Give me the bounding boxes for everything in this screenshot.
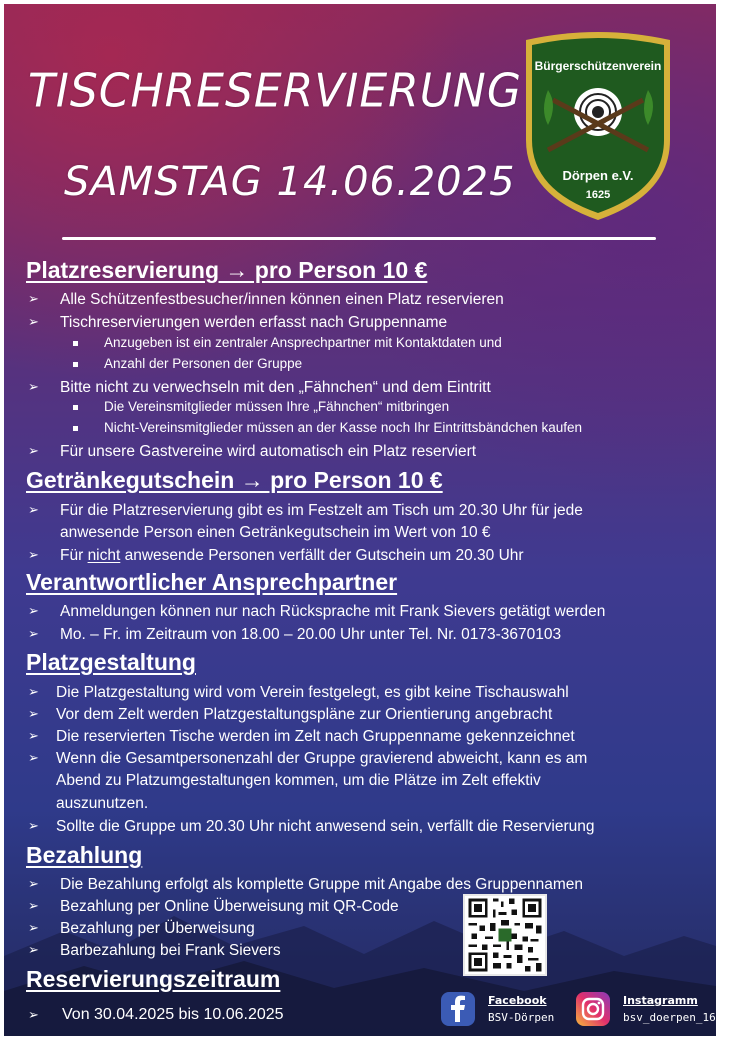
sub-list-item: Die Vereinsmitglieder müssen Ihre „Fähnchen“ mitbringen	[104, 399, 450, 414]
list-item-text: Für	[60, 547, 84, 564]
bullet-arrow-icon: ➢	[28, 291, 39, 306]
logo-text-bottom: Dörpen e.V.	[562, 168, 634, 183]
bullet-arrow-icon: ➢	[28, 876, 39, 891]
page-title: TISCHRESERVIERUNG	[28, 64, 522, 119]
logo-year: 1625	[585, 189, 611, 201]
list-item: Tischreservierungen werden erfasst nach Gruppenname	[60, 314, 448, 331]
section-title-bezahlung: Bezahlung	[26, 842, 143, 868]
reservation-period: Von 30.04.2025 bis 10.06.2025	[62, 1006, 284, 1023]
payment-qr-code[interactable]	[463, 894, 547, 976]
list-item: Sollte die Gruppe um 20.30 Uhr nicht anwesend sein, verfällt die Reservierung	[56, 818, 595, 835]
list-item: Vor dem Zelt werden Platzgestaltungspläne zur Orientierung angebracht	[56, 706, 553, 723]
list-item-text: anwesende Personen verfällt der Gutschein um 20.30 Uhr	[124, 547, 524, 564]
bullet-arrow-icon: ➢	[28, 706, 39, 721]
emphasis-nicht: nicht	[87, 547, 121, 564]
bullet-arrow-icon: ➢	[28, 942, 39, 957]
bullet-arrow-icon: ➢	[28, 818, 39, 833]
bullet-arrow-icon: ➢	[28, 750, 39, 765]
bullet-arrow-icon: ➢	[28, 547, 39, 562]
sub-list-item: Nicht-Vereinsmitglieder müssen an der Kasse noch Ihr Eintrittsbändchen kaufen	[104, 420, 583, 435]
bullet-arrow-icon: ➢	[28, 898, 39, 913]
list-item: Mo. – Fr. im Zeitraum von 18.00 – 20.00 Uhr unter Tel. Nr. 0173-3670103	[60, 626, 562, 643]
sub-list-item: Anzugeben ist ein zentraler Ansprechpartner mit Kontaktdaten und	[104, 335, 502, 350]
bullet-arrow-icon: ➢	[28, 502, 39, 517]
bullet-arrow-icon: ➢	[28, 920, 39, 935]
divider	[62, 237, 656, 240]
instagram-handle[interactable]: bsv_doerpen_1625	[623, 1011, 729, 1024]
section-title-platzreservierung: Platzreservierung → pro Person 10 €	[26, 257, 428, 283]
bullet-arrow-icon: ➢	[28, 314, 39, 329]
list-item-continuation: anwesende Person einen Getränkegutschein im Wert von 10 €	[60, 524, 491, 541]
section-title-getraenkegutschein: Getränkegutschein → pro Person 10 €	[26, 467, 443, 493]
list-item: Bezahlung per Online Überweisung mit QR-Code	[60, 898, 399, 915]
list-item: Anmeldungen können nur nach Rücksprache mit Frank Sievers getätigt werden	[60, 603, 606, 620]
list-item: Bitte nicht zu verwechseln mit den „Fähnchen“ und dem Eintritt	[60, 379, 491, 396]
section-title-reservierungszeitraum: Reservierungszeitraum	[26, 966, 281, 992]
bullet-arrow-icon: ➢	[28, 379, 39, 394]
instagram-label[interactable]: Instagramm	[623, 994, 698, 1007]
list-item: Wenn die Gesamtpersonenzahl der Gruppe gravierend abweicht, kann es am	[56, 750, 588, 767]
bullet-square-icon	[73, 426, 78, 431]
list-item: Alle Schützenfestbesucher/innen können einen Platz reservieren	[60, 291, 504, 308]
list-item: Bezahlung per Überweisung	[60, 920, 255, 937]
list-item: Die reservierten Tische werden im Zelt nach Gruppenname gekennzeichnet	[56, 728, 575, 745]
list-item-continuation: Abend zu Platzumgestaltungen kommen, um die Plätze im Zelt effektiv	[56, 772, 541, 789]
list-item: Für die Platzreservierung gibt es im Festzelt am Tisch um 20.30 Uhr für jede	[60, 502, 583, 519]
sub-list-item: Anzahl der Personen der Gruppe	[104, 356, 303, 371]
list-item: Für unsere Gastvereine wird automatisch ein Platz reserviert	[60, 443, 477, 460]
section-title-ansprechpartner: Verantwortlicher Ansprechpartner	[26, 569, 398, 595]
logo-text-top: Bürgerschützenverein	[534, 59, 662, 73]
facebook-icon[interactable]	[441, 992, 475, 1026]
bullet-arrow-icon: ➢	[28, 443, 39, 458]
bullet-arrow-icon: ➢	[28, 728, 39, 743]
bullet-arrow-icon: ➢	[28, 684, 39, 699]
reservation-poster	[4, 4, 729, 1036]
list-item-continuation: auszunutzen.	[56, 795, 149, 812]
section-title-platzgestaltung: Platzgestaltung	[26, 649, 196, 675]
bullet-square-icon	[73, 341, 78, 346]
bullet-square-icon	[73, 405, 78, 410]
facebook-handle[interactable]: BSV-Dörpen	[488, 1011, 555, 1024]
instagram-icon[interactable]	[576, 992, 610, 1026]
event-date: SAMSTAG 14.06.2025	[64, 159, 516, 205]
list-item: Barbezahlung bei Frank Sievers	[60, 942, 281, 959]
list-item: Die Bezahlung erfolgt als komplette Gruppe mit Angabe des Gruppennamen	[60, 876, 584, 893]
bullet-arrow-icon: ➢	[28, 626, 39, 641]
bullet-arrow-icon: ➢	[28, 1007, 39, 1022]
bullet-square-icon	[73, 362, 78, 367]
club-logo	[518, 30, 678, 225]
list-item: Die Platzgestaltung wird vom Verein festgelegt, es gibt keine Tischauswahl	[56, 684, 569, 701]
list-item	[60, 545, 524, 566]
facebook-label[interactable]: Facebook	[488, 994, 547, 1007]
bullet-arrow-icon: ➢	[28, 603, 39, 618]
